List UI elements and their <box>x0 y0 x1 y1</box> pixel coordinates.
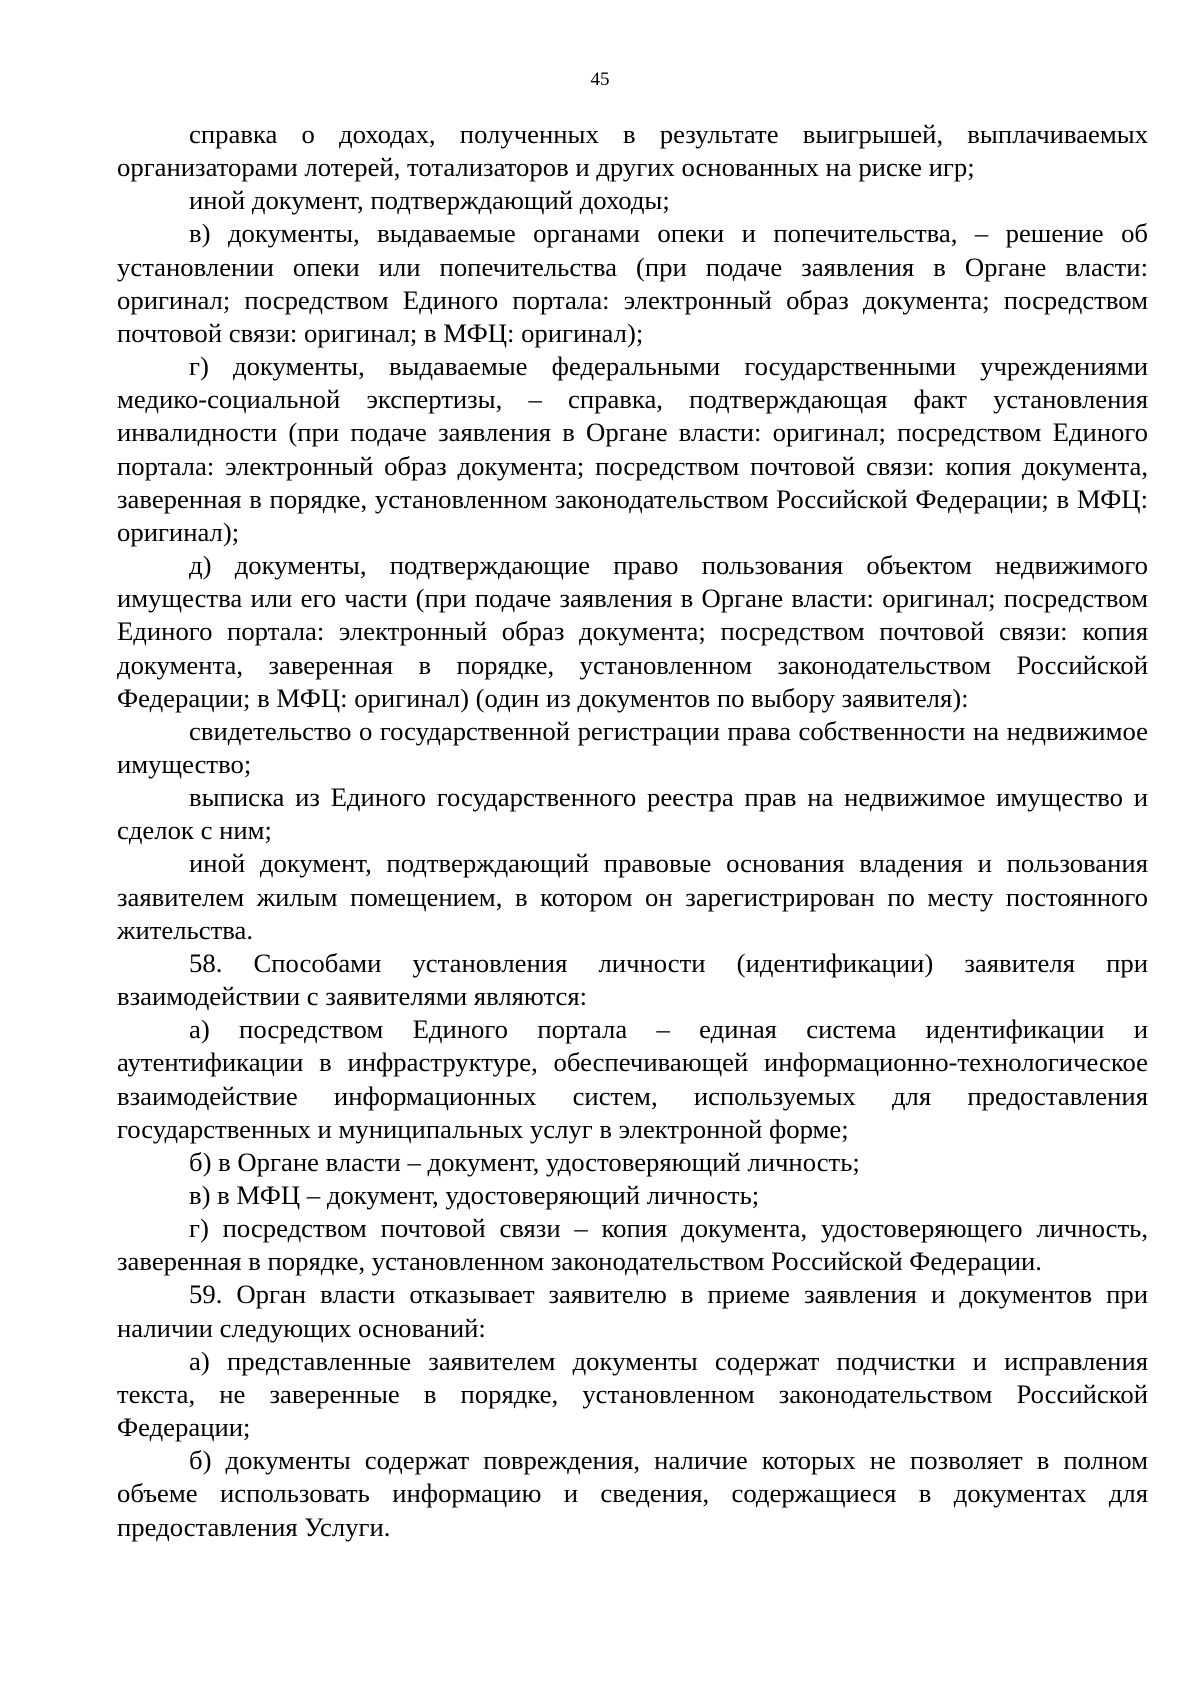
paragraph-58-a-unified-portal: а) посредством Единого портала – единая система идентификации и аутентификации в инфраструктуре, обеспечивающей информационно-технологическое взаимодействие информационных систем, используемых для предоставления государственных и муниципальных услуг в электронной форме; <box>117 1014 1148 1144</box>
paragraph-income-certificate-lottery: справка о доходах, полученных в результате выигрышей, выплачиваемых организаторами лотерей, тотализаторов и других основанных на риске игр; <box>117 119 1148 183</box>
paragraph-d-property-right-documents: д) документы, подтверждающие право пользования объектом недвижимого имущества или его части (при подаче заявления в Органе власти: оригинал; посредством Единого портала: электронный образ документа; посредством почтовой связи: копия документа, заверенная в порядке, установленном законодательством Российской Федерации; в МФЦ: оригинал) (один из документов по выбору заявителя): <box>117 550 1148 713</box>
document-body <box>117 118 1148 1544</box>
paragraph-other-income-document: иной документ, подтверждающий доходы; <box>189 185 670 216</box>
paragraph-ownership-certificate: свидетельство о государственной регистрации права собственности на недвижимое имущество; <box>117 715 1148 779</box>
paragraph-g-disability-documents: г) документы, выдаваемые федеральными государственными учреждениями медико-социальной экспертизы, – справка, подтверждающая факт установления инвалидности (при подаче заявления в Органе власти: оригинал; посредством Единого портала: электронный образ документа; посредством почтовой связи: копия документа, заверенная в порядке, установленном законодательством Российской Федерации; в МФЦ: оригинал); <box>117 351 1148 547</box>
paragraph-59-a-corrections: а) представленные заявителем документы содержат подчистки и исправления текста, не заверенные в порядке, установленном законодательством Российской Федерации; <box>117 1345 1148 1443</box>
paragraph-59-refusal-grounds: 59. Орган власти отказывает заявителю в приеме заявления и документов при наличии следующих оснований: <box>117 1279 1148 1343</box>
paragraph-58-b-authority: б) в Органе власти – документ, удостоверяющий личность; <box>189 1146 860 1177</box>
paragraph-58-v-mfc: в) в МФЦ – документ, удостоверяющий личность; <box>189 1180 760 1210</box>
paragraph-other-ownership-document: иной документ, подтверждающий правовые основания владения и пользования заявителем жилым помещением, в котором он зарегистрирован по месту постоянного жительства. <box>117 848 1148 945</box>
paragraph-v-guardianship-documents: в) документы, выдаваемые органами опеки и попечительства, – решение об установлении опеки или попечительства (при подаче заявления в Органе власти: оригинал; посредством Единого портала: электронный образ документа; посредством почтовой связи: оригинал; в МФЦ: оригинал); <box>117 218 1148 348</box>
page-number: 45 <box>590 69 610 90</box>
paragraph-58-g-postal: г) посредством почтовой связи – копия документа, удостоверяющего личность, заверенная в порядке, установленном законодательством Российской Федерации. <box>117 1213 1148 1277</box>
paragraph-registry-extract: выписка из Единого государственного реестра прав на недвижимое имущество и сделок с ним; <box>117 782 1148 846</box>
paragraph-58-identification-methods: 58. Способами установления личности (идентификации) заявителя при взаимодействии с заявителями являются: <box>117 947 1148 1012</box>
paragraph-59-b-damage: б) документы содержат повреждения, наличие которых не позволяет в полном объеме использовать информацию и сведения, содержащиеся в документах для предоставления Услуги. <box>117 1445 1148 1542</box>
